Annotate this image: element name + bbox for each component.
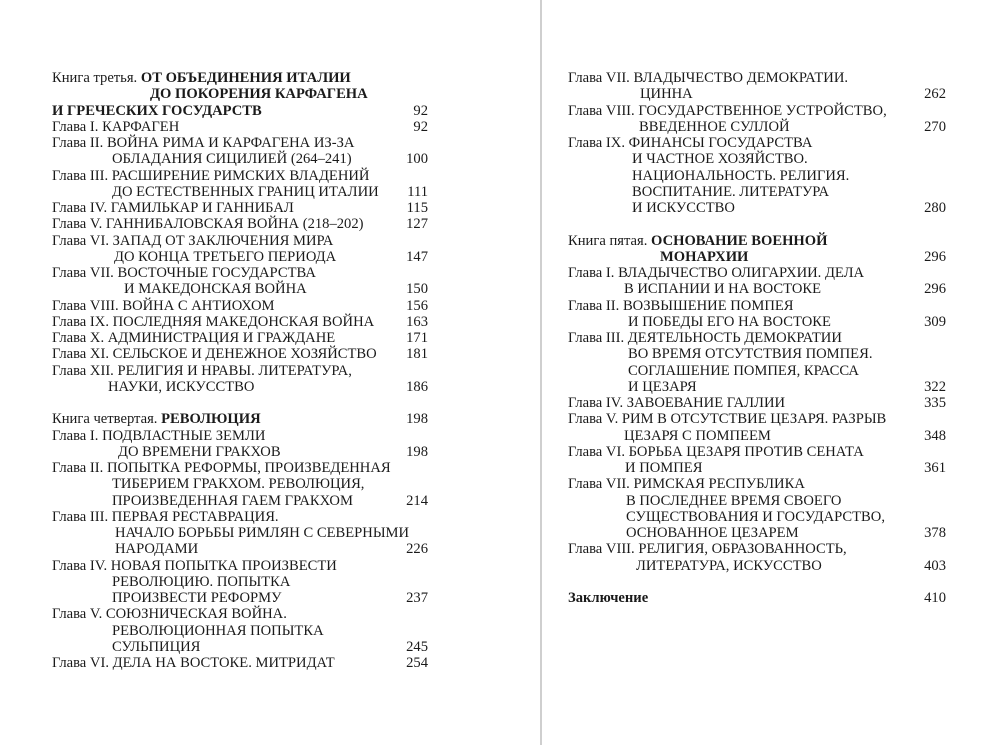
chapter-line: ВОСПИТАНИЕ. ЛИТЕРАТУРА [632, 183, 830, 200]
chapter-line: ДО ЕСТЕСТВЕННЫХ ГРАНИЦ ИТАЛИИ [112, 183, 379, 200]
book-title-line: ОСНОВАНИЕ ВОЕННОЙ [647, 232, 828, 249]
page-number: 403 [924, 557, 946, 574]
page-number: 410 [924, 590, 946, 606]
toc-chapter-entry[interactable] [52, 558, 428, 607]
page-gutter [540, 0, 542, 745]
toc-chapter-entry[interactable] [568, 395, 946, 411]
chapter-line: Глава III. ПЕРВАЯ РЕСТАВРАЦИЯ. [52, 508, 279, 525]
chapter-line: Глава II. ВОЙНА РИМА И КАРФАГЕНА ИЗ-ЗА [52, 135, 355, 151]
chapter-line: ОБЛАДАНИЯ СИЦИЛИЕЙ (264–241) [112, 151, 352, 168]
chapter-line: СУЩЕСТВОВАНИЯ И ГОСУДАРСТВО, [626, 508, 885, 525]
toc-book-entry[interactable] [568, 233, 946, 266]
chapter-line: ЦИННА [640, 86, 693, 103]
chapter-line: ПРОИЗВЕДЕННАЯ ГАЕМ ГРАКХОМ [112, 492, 353, 509]
toc-chapter-entry[interactable] [52, 314, 428, 330]
page-number: 198 [406, 443, 428, 460]
chapter-line: И МАКЕДОНСКАЯ ВОЙНА [124, 281, 307, 298]
chapter-line: Глава V. РИМ В ОТСУТСТВИЕ ЦЕЗАРЯ. РАЗРЫВ [568, 411, 887, 428]
chapter-line: Глава VI. БОРЬБА ЦЕЗАРЯ ПРОТИВ СЕНАТА [568, 443, 864, 460]
chapter-line: В ПОСЛЕДНЕЕ ВРЕМЯ СВОЕГО [626, 492, 842, 509]
page-number: 270 [924, 118, 946, 135]
chapter-line: И ПОМПЕЯ [625, 460, 703, 476]
chapter-line: Глава VII. ВЛАДЫЧЕСТВО ДЕМОКРАТИИ. [568, 70, 849, 86]
toc-chapter-entry[interactable] [52, 363, 428, 396]
chapter-line: Глава V. СОЮЗНИЧЕСКАЯ ВОЙНА. [52, 606, 287, 623]
chapter-line: Глава I. ВЛАДЫЧЕСТВО ОЛИГАРХИИ. ДЕЛА [568, 265, 865, 281]
chapter-line: Глава VI. ДЕЛА НА ВОСТОКЕ. МИТРИДАТ [52, 655, 335, 671]
chapter-line: Глава IX. ФИНАНСЫ ГОСУДАРСТВА [568, 135, 813, 151]
chapter-line: РЕВОЛЮЦИОННАЯ ПОПЫТКА [112, 622, 324, 639]
toc-chapter-entry[interactable] [52, 119, 428, 135]
chapter-line: Глава V. ГАННИБАЛОВСКАЯ ВОЙНА (218–202) [52, 216, 364, 233]
page-number: 198 [406, 411, 428, 428]
chapter-line: Глава X. АДМИНИСТРАЦИЯ И ГРАЖДАНЕ [52, 330, 336, 346]
page-number: 150 [406, 281, 428, 298]
toc-chapter-entry[interactable] [52, 606, 428, 655]
page-number: 296 [924, 281, 946, 298]
toc-right-column [568, 70, 946, 606]
toc-conclusion-entry[interactable] [568, 590, 946, 606]
page-number: 361 [924, 460, 946, 476]
toc-chapter-entry[interactable] [52, 428, 428, 461]
page-number: 296 [924, 248, 946, 265]
toc-chapter-entry[interactable] [568, 476, 946, 541]
toc-chapter-entry[interactable] [52, 135, 428, 168]
chapter-line: НАРОДАМИ [115, 541, 199, 558]
chapter-line: Глава IV. НОВАЯ ПОПЫТКА ПРОИЗВЕСТИ [52, 557, 337, 574]
chapter-line: И ПОБЕДЫ ЕГО НА ВОСТОКЕ [628, 313, 831, 330]
toc-chapter-entry[interactable] [52, 298, 428, 314]
toc-chapter-entry[interactable] [52, 200, 428, 216]
chapter-line: ВВЕДЕННОЕ СУЛЛОЙ [639, 118, 790, 135]
chapter-line: ЛИТЕРАТУРА, ИСКУССТВО [636, 557, 822, 574]
toc-left-column [52, 70, 428, 671]
chapter-line: Глава VIII. ВОЙНА С АНТИОХОМ [52, 297, 275, 314]
page-number: 378 [924, 525, 946, 541]
book-label: Книга третья. [52, 70, 138, 86]
toc-book-entry[interactable] [52, 70, 428, 119]
chapter-line: Глава XII. РЕЛИГИЯ И НРАВЫ. ЛИТЕРАТУРА, [52, 362, 352, 379]
toc-chapter-entry[interactable] [568, 135, 946, 216]
toc-chapter-entry[interactable] [52, 509, 428, 558]
chapter-line: НАУКИ, ИСКУССТВО [108, 378, 255, 395]
page-number: 163 [406, 313, 428, 330]
page-number: 335 [924, 395, 946, 411]
toc-chapter-entry[interactable] [568, 103, 946, 136]
page-number: 214 [406, 492, 428, 509]
chapter-line: ВО ВРЕМЯ ОТСУТСТВИЯ ПОМПЕЯ. [628, 346, 873, 363]
chapter-line: Глава III. РАСШИРЕНИЕ РИМСКИХ ВЛАДЕНИЙ [52, 167, 370, 184]
page-number: 309 [924, 313, 946, 330]
chapter-line: РЕВОЛЮЦИЮ. ПОПЫТКА [112, 573, 291, 590]
chapter-line: ОСНОВАННОЕ ЦЕЗАРЕМ [626, 525, 799, 541]
chapter-line: ЦЕЗАРЯ С ПОМПЕЕМ [624, 427, 771, 444]
chapter-line: И ИСКУССТВО [632, 200, 735, 216]
page-number: 262 [924, 86, 946, 103]
toc-chapter-entry[interactable] [568, 265, 946, 298]
page-number: 92 [413, 118, 428, 135]
page-number: 237 [406, 590, 428, 606]
book-title-line: ДО ПОКОРЕНИЯ КАРФАГЕНА [150, 86, 368, 103]
chapter-line: Глава VII. ВОСТОЧНЫЕ ГОСУДАРСТВА [52, 265, 316, 281]
chapter-line: Глава III. ДЕЯТЕЛЬНОСТЬ ДЕМОКРАТИИ [568, 330, 842, 346]
toc-chapter-entry[interactable] [52, 346, 428, 362]
chapter-line: И ЧАСТНОЕ ХОЗЯЙСТВО. [632, 151, 808, 168]
toc-chapter-entry[interactable] [568, 541, 946, 574]
chapter-line: ДО ВРЕМЕНИ ГРАКХОВ [118, 443, 281, 460]
page-number: 127 [406, 216, 428, 233]
toc-chapter-entry[interactable] [568, 444, 946, 477]
chapter-line: В ИСПАНИИ И НА ВОСТОКЕ [624, 281, 822, 298]
chapter-line: Глава VIII. ГОСУДАРСТВЕННОЕ УСТРОЙСТВО, [568, 102, 887, 119]
chapter-line: НАЦИОНАЛЬНОСТЬ. РЕЛИГИЯ. [632, 167, 850, 184]
chapter-line: НАЧАЛО БОРЬБЫ РИМЛЯН С СЕВЕРНЫМИ [115, 525, 410, 541]
chapter-line: Глава IV. ГАМИЛЬКАР И ГАННИБАЛ [52, 200, 294, 216]
book-title-line: ОТ ОБЪЕДИНЕНИЯ ИТАЛИИ [137, 70, 351, 86]
chapter-line: ПРОИЗВЕСТИ РЕФОРМУ [112, 590, 282, 606]
page-number: 245 [406, 638, 428, 655]
chapter-line: СОГЛАШЕНИЕ ПОМПЕЯ, КРАССА [628, 362, 859, 379]
toc-chapter-entry[interactable] [568, 70, 946, 103]
chapter-line: Глава I. ПОДВЛАСТНЫЕ ЗЕМЛИ [52, 427, 266, 444]
chapter-line: Глава VIII. РЕЛИГИЯ, ОБРАЗОВАННОСТЬ, [568, 541, 847, 558]
chapter-line: Глава II. ВОЗВЫШЕНИЕ ПОМПЕЯ [568, 297, 794, 314]
chapter-line: Глава VI. ЗАПАД ОТ ЗАКЛЮЧЕНИЯ МИРА [52, 232, 334, 249]
toc-chapter-entry[interactable] [568, 411, 946, 444]
page-number: 115 [406, 200, 428, 216]
page-number: 171 [406, 330, 428, 346]
chapter-line: Глава VII. РИМСКАЯ РЕСПУБЛИКА [568, 476, 805, 493]
book-title-line: МОНАРХИИ [660, 248, 749, 265]
toc-chapter-entry[interactable] [568, 298, 946, 331]
toc-chapter-entry[interactable] [568, 330, 946, 395]
toc-chapter-entry[interactable] [52, 265, 428, 298]
toc-chapter-entry[interactable] [52, 460, 428, 509]
page-number: 156 [406, 297, 428, 314]
chapter-line: Глава II. ПОПЫТКА РЕФОРМЫ, ПРОИЗВЕДЕННАЯ [52, 460, 391, 476]
chapter-line: Глава XI. СЕЛЬСКОЕ И ДЕНЕЖНОЕ ХОЗЯЙСТВО [52, 346, 377, 363]
book-title-line: РЕВОЛЮЦИЯ [157, 411, 261, 428]
chapter-line: ТИБЕРИЕМ ГРАКХОМ. РЕВОЛЮЦИЯ, [112, 476, 365, 493]
chapter-line: СУЛЬПИЦИЯ [112, 638, 201, 655]
chapter-line: Глава IV. ЗАВОЕВАНИЕ ГАЛЛИИ [568, 395, 786, 411]
chapter-line: Глава I. КАРФАГЕН [52, 118, 180, 135]
page-number: 226 [406, 541, 428, 558]
page-number: 348 [924, 427, 946, 444]
book-title-line: И ГРЕЧЕСКИХ ГОСУДАРСТВ [52, 102, 262, 119]
toc-chapter-entry[interactable] [52, 216, 428, 232]
page-number: 111 [407, 183, 428, 200]
page-number: 186 [406, 378, 428, 395]
page-number: 254 [406, 655, 428, 671]
book-label: Книга пятая. [568, 232, 648, 249]
chapter-line: ДО КОНЦА ТРЕТЬЕГО ПЕРИОДА [114, 248, 337, 265]
toc-chapter-entry[interactable] [52, 168, 428, 201]
page-number: 92 [413, 102, 428, 119]
conclusion-title: Заключение [568, 590, 649, 606]
chapter-line: Глава IX. ПОСЛЕДНЯЯ МАКЕДОНСКАЯ ВОЙНА [52, 313, 375, 330]
toc-chapter-entry[interactable] [52, 655, 428, 671]
toc-book-entry[interactable] [52, 411, 428, 427]
toc-chapter-entry[interactable] [52, 330, 428, 346]
book-label: Книга четвертая. [52, 411, 158, 428]
page-number: 147 [406, 248, 428, 265]
page-number: 181 [406, 346, 428, 363]
toc-chapter-entry[interactable] [52, 233, 428, 266]
chapter-line: И ЦЕЗАРЯ [628, 378, 697, 395]
page-number: 322 [924, 378, 946, 395]
page-number: 100 [406, 151, 428, 168]
page-number: 280 [924, 200, 946, 216]
